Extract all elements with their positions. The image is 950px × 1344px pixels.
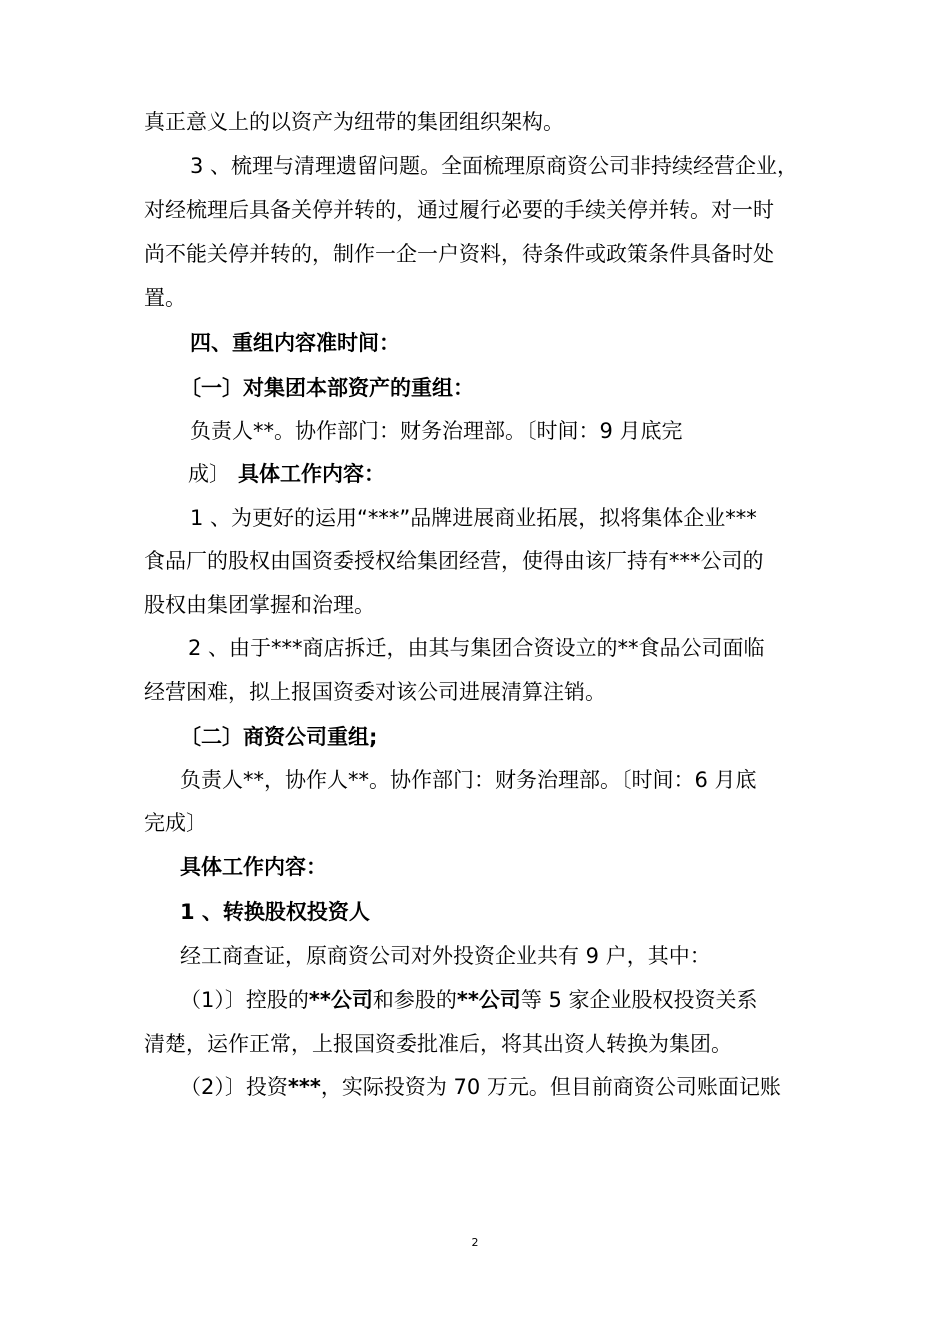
subheading: 1 、转换股权投资人	[180, 900, 370, 924]
subheading: 具体工作内容：	[238, 462, 385, 486]
text-line: 2 、由于***商店拆迁，由其与集团合资设立的**食品公司面临	[188, 636, 765, 660]
text-line: 经工商查证，原商资公司对外投资企业共有 9 户，其中：	[180, 944, 711, 968]
text-line: 尚不能关停并转的，制作一企一户资料，待条件或政策条件具备时处	[144, 242, 774, 266]
text-line: 食品厂的股权由国资委授权给集团经营，使得由该厂持有***公司的	[144, 549, 764, 573]
text-span: （2）〕投资	[180, 1075, 288, 1099]
subsection-heading: 〔一〕对集团本部资产的重组：	[180, 376, 474, 400]
text-line: 成〕	[188, 462, 230, 486]
text-line: 负责人**。协作部门：财务治理部。〔时间：9 月底完	[190, 419, 683, 443]
text-line: 3 、梳理与清理遗留问题。全面梳理原商资公司非持续经营企业，	[190, 154, 799, 178]
text-line: 对经梳理后具备关停并转的，通过履行必要的手续关停并转。对一时	[144, 198, 774, 222]
text-line: 1 、为更好的运用“***”品牌进展商业拓展，拟将集体企业***	[190, 506, 757, 530]
subsection-heading: 〔二〕商资公司重组;	[180, 725, 378, 749]
text-span: （1）〕控股的	[180, 988, 309, 1012]
text-span: 和参股的	[372, 988, 457, 1012]
text-line: 负责人**，协作人**。协作部门：财务治理部。〔时间：6 月底	[180, 768, 757, 792]
text-line: 股权由集团掌握和治理。	[144, 593, 375, 617]
text-line: 真正意义上的以资产为纽带的集团组织架构。	[144, 110, 564, 134]
bold-text-span: **公司	[308, 988, 373, 1012]
bold-text-span: **公司	[456, 988, 521, 1012]
text-span: 等 5 家企业股权投资关系	[520, 988, 758, 1012]
subheading: 具体工作内容：	[180, 855, 327, 879]
text-line: 经营困难，拟上报国资委对该公司进展清算注销。	[144, 680, 606, 704]
text-line: 置。	[144, 286, 186, 310]
text-line-mixed	[180, 985, 758, 1015]
text-line: 清楚，运作正常，上报国资委批准后，将其出资人转换为集团。	[144, 1032, 732, 1056]
text-span: ，实际投资为 70 万元。但目前商资公司账面记账	[320, 1075, 781, 1099]
text-line-mixed	[180, 1072, 781, 1102]
section-heading: 四、重组内容准时间：	[190, 331, 400, 355]
page-number: 2	[471, 1236, 479, 1249]
text-line: 完成〕	[144, 811, 207, 835]
bold-text-span: ***	[287, 1075, 321, 1099]
